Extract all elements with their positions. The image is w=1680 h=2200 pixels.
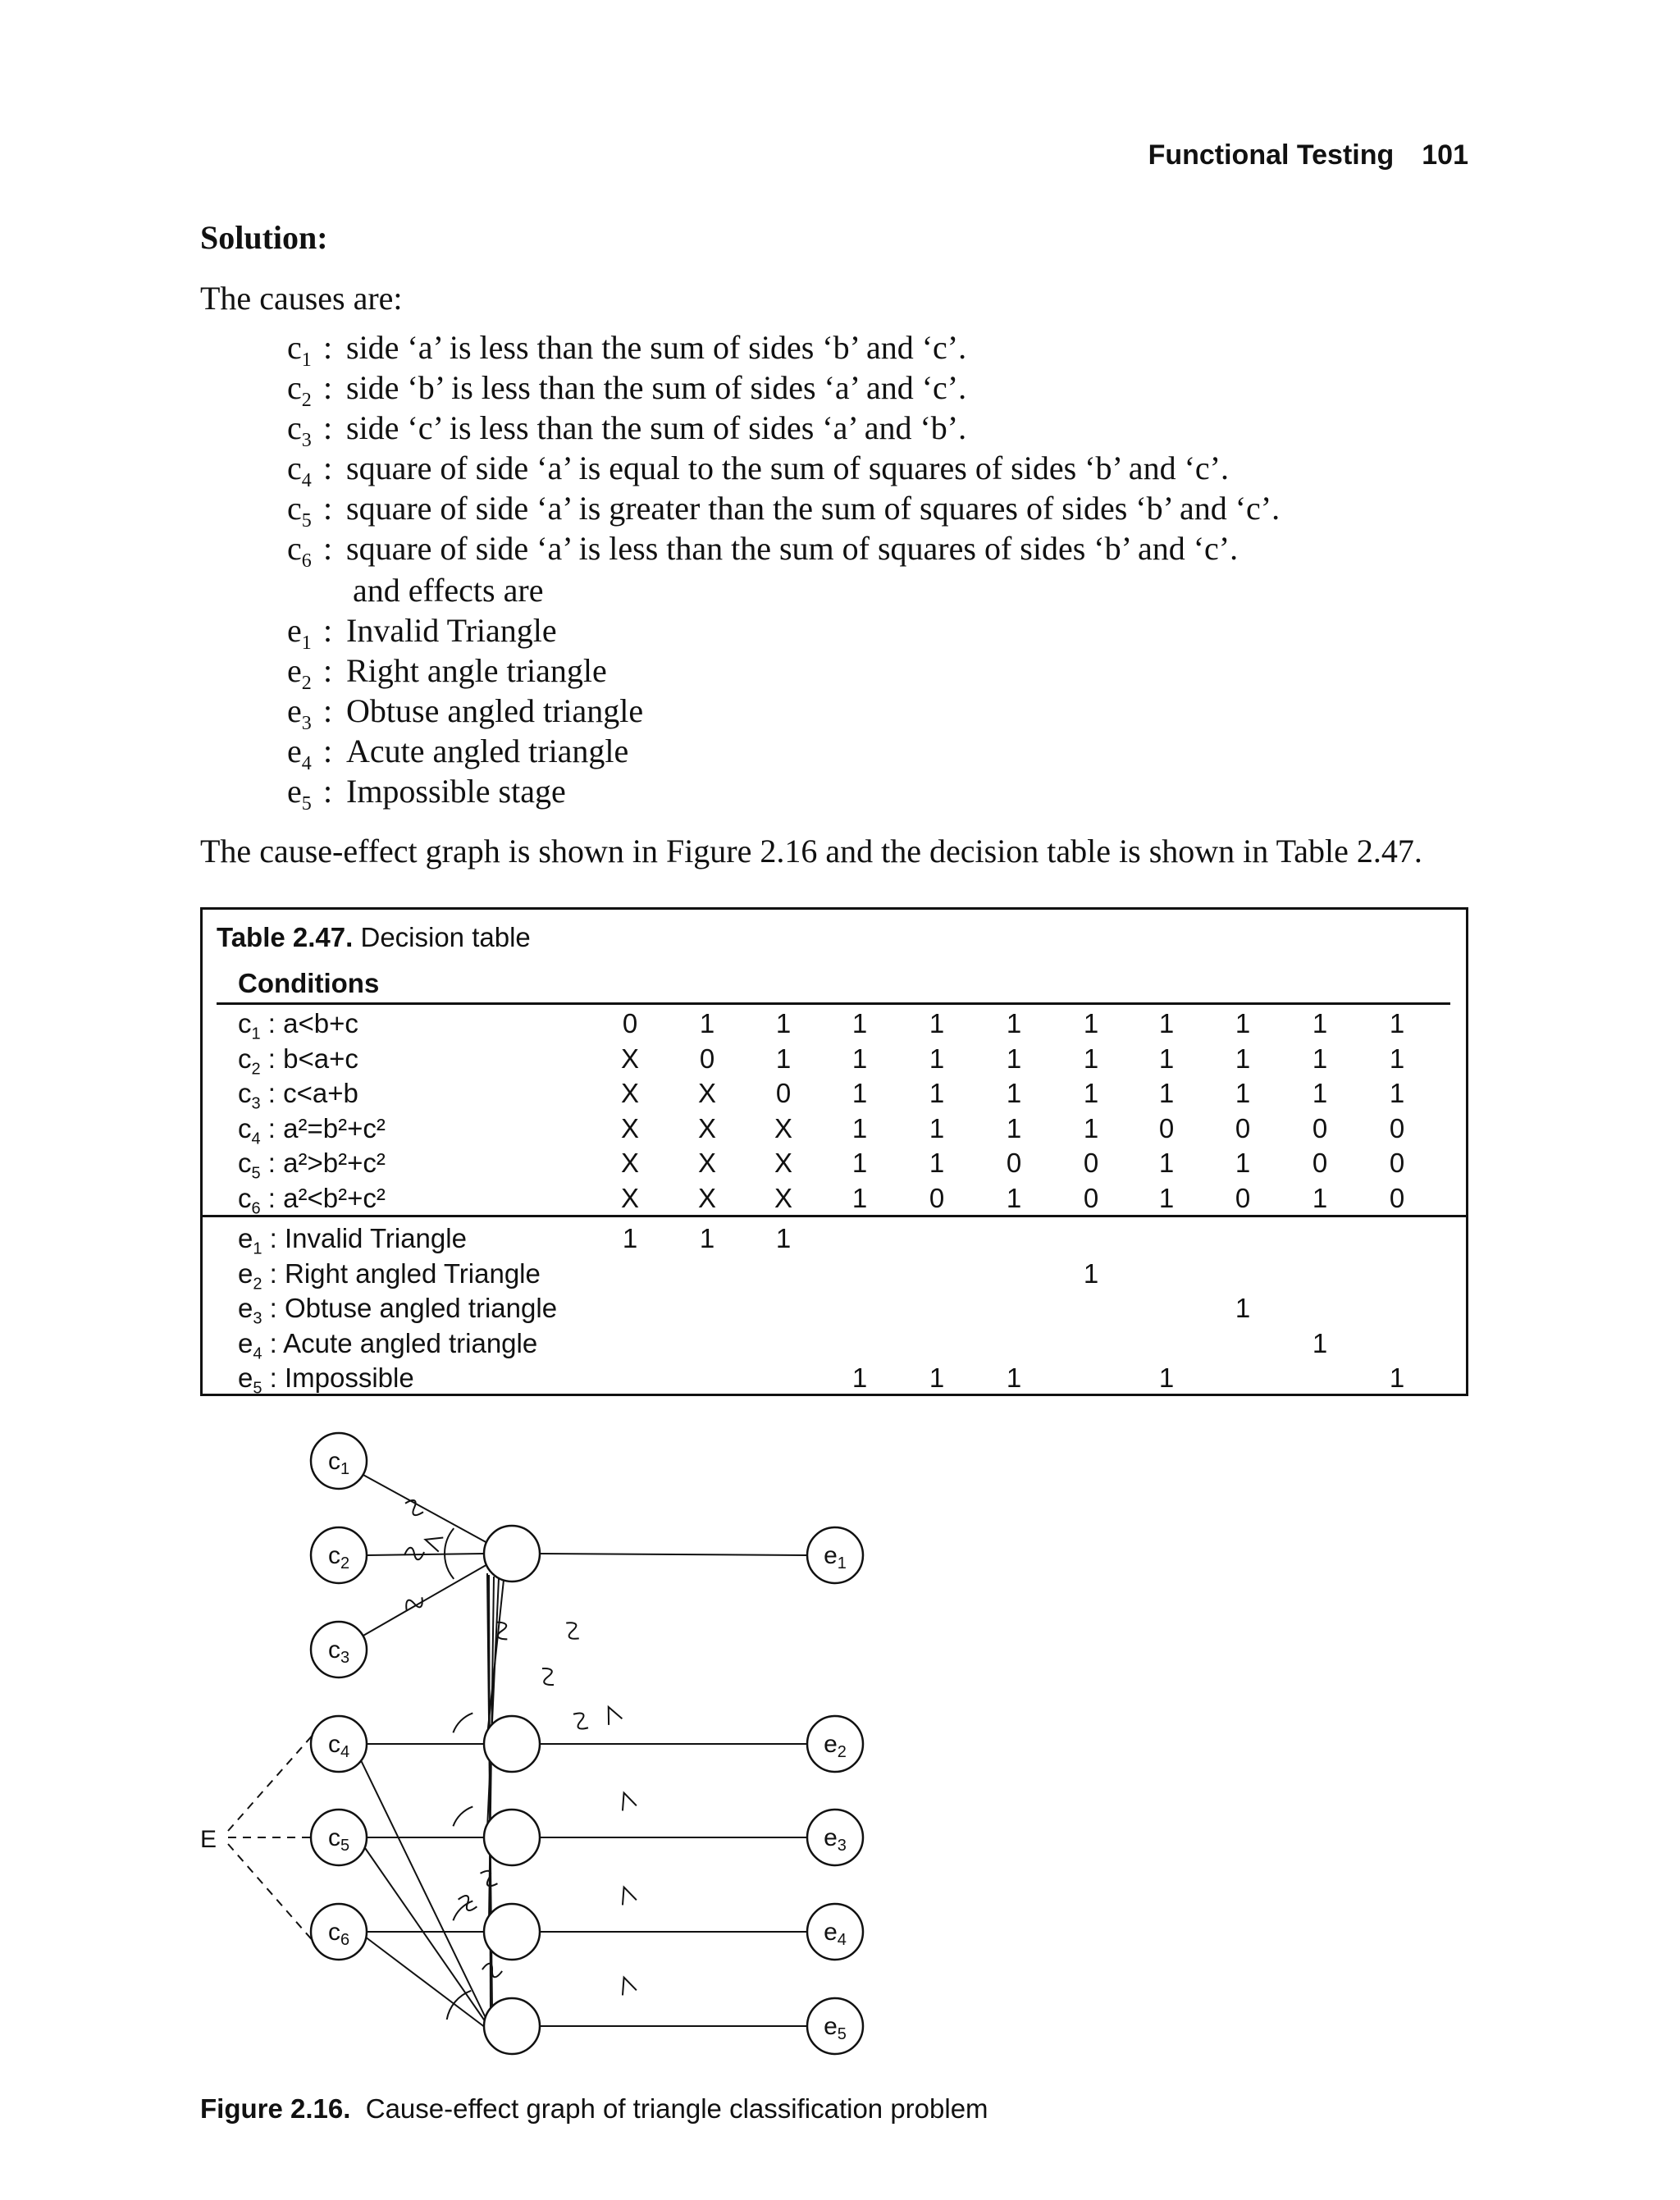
table-cell: X	[774, 1182, 792, 1213]
effect-row-label: $e_5$ : Impossible	[238, 1362, 414, 1398]
cause-item: $c_2$ : side ‘b’ is less than the sum of sides ‘a’ and ‘c’.	[287, 369, 967, 411]
cause-node-label: $c_5$	[327, 1824, 350, 1855]
table-cell: X	[620, 1078, 639, 1108]
edge-c1-i1	[362, 1474, 489, 1544]
not-icon	[477, 1868, 500, 1890]
table-cell: 1	[1006, 1362, 1022, 1393]
edge-c2-i1	[367, 1554, 484, 1555]
cause-node-label: $c_2$	[327, 1542, 350, 1572]
table-cell: X	[620, 1182, 639, 1213]
solution-heading: Solution:	[200, 219, 328, 256]
not-icon	[538, 1665, 558, 1688]
table-cell: 1	[1389, 1008, 1405, 1038]
cause-item: $c_3$ : side ‘c’ is less than the sum of sides ‘a’ and ‘b’.	[287, 409, 967, 451]
effect-item: $e_2$ : Right angle triangle	[287, 652, 607, 694]
effect-item: $e_3$ : Obtuse angled triangle	[287, 692, 644, 734]
table-cell: 1	[1158, 1182, 1175, 1213]
edge-c3-i1	[362, 1563, 489, 1636]
table-cell: X	[774, 1148, 792, 1178]
cause-text: square of side ‘a’ is greater than the sum of squares of sides ‘b’ and ‘c’.	[346, 490, 1281, 527]
intermediate-node	[484, 1998, 540, 2054]
table-cell: 0	[1389, 1112, 1405, 1143]
table-cell: 0	[775, 1078, 792, 1108]
table-cell: 1	[929, 1112, 945, 1143]
table-cell: X	[774, 1112, 792, 1143]
table-cell: 1	[1158, 1148, 1175, 1178]
table-cell: 1	[929, 1008, 945, 1038]
table-cell: 0	[1312, 1112, 1328, 1143]
table-cell: 1	[1006, 1182, 1022, 1213]
table-cell: 0	[929, 1182, 945, 1213]
table-cell: 1	[1158, 1043, 1175, 1074]
table-cell: 1	[1158, 1078, 1175, 1108]
table-cell: 1	[1158, 1362, 1175, 1393]
table-cell: 1	[851, 1008, 868, 1038]
effects-intro: and effects are	[353, 572, 544, 609]
table-cell: 1	[699, 1223, 715, 1253]
table-cell: 1	[1235, 1043, 1251, 1074]
table-cell: 1	[929, 1148, 945, 1178]
effect-row-label: $e_3$ : Obtuse angled triangle	[238, 1293, 558, 1328]
table-cell: X	[697, 1112, 716, 1143]
cause-node-label: $c_3$	[327, 1636, 350, 1667]
table-cell: X	[620, 1112, 639, 1143]
cause-text: side ‘a’ is less than the sum of sides ‘b’ and ‘c’.	[346, 329, 967, 366]
table-cell: 1	[1006, 1112, 1022, 1143]
table-cell: 1	[699, 1008, 715, 1038]
not-icon	[482, 1962, 504, 1979]
cause-item: $c_6$ : square of side ‘a’ is less than the sum of squares of sides ‘b’ and ‘c’.	[287, 530, 1239, 572]
table-cell: X	[697, 1148, 716, 1178]
table-cell: 1	[1006, 1008, 1022, 1038]
constraint-edge-c6	[228, 1844, 321, 1950]
constraint-edge-c4	[228, 1726, 321, 1831]
condition-row-label: $c_1$ : a<b+c	[238, 1008, 358, 1043]
table-cell: 0	[1158, 1112, 1175, 1143]
table-cell: 1	[851, 1148, 868, 1178]
table-cell: 1	[1235, 1078, 1251, 1108]
cause-text: side ‘c’ is less than the sum of sides ‘a’ and ‘b’.	[346, 409, 967, 446]
condition-row-label: $c_4$ : a²=b²+c²	[238, 1112, 386, 1148]
table-cell: 1	[1235, 1008, 1251, 1038]
running-title: Functional Testing	[1148, 139, 1395, 171]
table-cell: 1	[929, 1043, 945, 1074]
figure-caption: Figure 2.16. Cause-effect graph of triangle classification problem	[200, 2093, 988, 2124]
effect-node-label: $e_3$	[824, 1824, 847, 1855]
table-cell: 1	[1312, 1043, 1328, 1074]
intermediate-node	[484, 1904, 540, 1960]
table-cell: 0	[1083, 1148, 1099, 1178]
cause-item: $c_1$ : side ‘a’ is less than the sum of sides ‘b’ and ‘c’.	[287, 329, 967, 371]
cause-text: square of side ‘a’ is less than the sum of squares of sides ‘b’ and ‘c’.	[346, 530, 1239, 567]
table-cell: 1	[1235, 1293, 1251, 1323]
causes-intro: The causes are:	[200, 280, 403, 317]
table-cell: 1	[1083, 1043, 1099, 1074]
table-cell: 1	[851, 1182, 868, 1213]
and-icon	[617, 1791, 637, 1811]
intermediate-node	[484, 1716, 540, 1772]
effect-item: $e_5$ : Impossible stage	[287, 773, 566, 815]
reference-sentence: The cause-effect graph is shown in Figure 2.16 and the decision table is shown in Table 2.47.	[200, 833, 1422, 870]
condition-row-label: $c_2$ : b<a+c	[238, 1043, 358, 1079]
conditions-heading: Conditions	[238, 968, 380, 998]
effect-row-label: $e_4$ : Acute angled triangle	[238, 1327, 538, 1363]
table-cell: X	[620, 1148, 639, 1178]
table-cell: 1	[1312, 1008, 1328, 1038]
effect-node-label: $e_1$	[824, 1542, 847, 1572]
condition-row-label: $c_3$ : c<a+b	[238, 1078, 358, 1113]
table-cell: 0	[1235, 1182, 1251, 1213]
table-cell: X	[620, 1043, 639, 1074]
condition-row-label: $c_5$ : a²>b²+c²	[238, 1148, 386, 1183]
table-cell: 1	[1389, 1078, 1405, 1108]
table-cell: X	[697, 1182, 716, 1213]
cause-item: $c_5$ : square of side ‘a’ is greater than the sum of squares of sides ‘b’ and ‘c’.	[287, 490, 1281, 532]
condition-row-label: $c_6$ : a²<b²+c²	[238, 1182, 386, 1218]
table-cell: 1	[1083, 1008, 1099, 1038]
cause-node-label: $c_6$	[327, 1919, 350, 1949]
effect-text: Obtuse angled triangle	[346, 692, 644, 729]
table-cell: 1	[1389, 1043, 1405, 1074]
effect-row-label: $e_1$ : Invalid Triangle	[238, 1223, 467, 1258]
table-cell: 1	[1312, 1078, 1328, 1108]
table-cell: 1	[775, 1008, 792, 1038]
table-cell: 0	[1235, 1112, 1251, 1143]
and-arc	[453, 1806, 472, 1826]
table-title: Table 2.47. Decision table	[217, 922, 531, 952]
table-cell: 1	[1083, 1257, 1099, 1289]
edge-i1-e1	[540, 1554, 807, 1555]
effect-node-label: $e_5$	[824, 2013, 847, 2043]
table-cell: 0	[1389, 1148, 1405, 1178]
table-cell: 1	[1312, 1327, 1328, 1358]
table-cell: 1	[929, 1362, 945, 1393]
table-cell: 0	[1006, 1148, 1022, 1178]
table-cell: 1	[1158, 1008, 1175, 1038]
table-cell: 1	[851, 1112, 868, 1143]
table-cell: 1	[1006, 1043, 1022, 1074]
table-cell: 1	[851, 1043, 868, 1074]
page-number: 101	[1422, 139, 1468, 171]
table-cell: 1	[851, 1362, 868, 1393]
table-cell: 0	[1083, 1182, 1099, 1213]
effect-text: Right angle triangle	[346, 652, 607, 689]
table-cell: 1	[1083, 1112, 1099, 1143]
table-cell: 1	[1312, 1182, 1328, 1213]
cause-text: square of side ‘a’ is equal to the sum of squares of sides ‘b’ and ‘c’.	[346, 450, 1229, 486]
table-cell: 1	[1006, 1078, 1022, 1108]
and-icon	[602, 1704, 623, 1725]
effect-item: $e_1$ : Invalid Triangle	[287, 612, 557, 654]
cause-item: $c_4$ : square of side ‘a’ is equal to the sum of squares of sides ‘b’ and ‘c’.	[287, 450, 1229, 491]
cause-node-label: $c_4$	[327, 1731, 350, 1761]
not-icon	[404, 1548, 424, 1560]
table-cell: 0	[1389, 1182, 1405, 1213]
table-cell: 1	[929, 1078, 945, 1108]
table-cell: 0	[699, 1043, 715, 1074]
not-icon	[570, 1709, 591, 1732]
effect-item: $e_4$ : Acute angled triangle	[287, 733, 629, 774]
effect-text: Acute angled triangle	[346, 733, 629, 769]
constraint-label: E	[200, 1826, 217, 1853]
not-icon	[563, 1619, 583, 1642]
effect-node-label: $e_2$	[824, 1731, 847, 1761]
and-arc	[453, 1713, 472, 1732]
and-icon	[617, 1885, 637, 1906]
table-cell: 1	[851, 1078, 868, 1108]
effect-text: Invalid Triangle	[346, 612, 557, 649]
effect-node-label: $e_4$	[824, 1919, 847, 1949]
table-cell: 0	[1312, 1148, 1328, 1178]
table-cell: 1	[1083, 1078, 1099, 1108]
and-icon	[617, 1975, 637, 1996]
effect-text: Impossible stage	[346, 773, 566, 810]
edge-c5-i5	[363, 1846, 487, 2024]
table-cell: 1	[1389, 1362, 1405, 1393]
table-cell: 1	[775, 1043, 792, 1074]
intermediate-node	[484, 1810, 540, 1865]
cause-text: side ‘b’ is less than the sum of sides ‘a’ and ‘c’.	[346, 369, 967, 406]
effect-row-label: $e_2$ : Right angled Triangle	[238, 1257, 541, 1294]
cause-node-label: $c_1$	[327, 1448, 350, 1478]
table-cell: 1	[1235, 1148, 1251, 1178]
table-cell: 1	[622, 1223, 638, 1253]
and-icon	[423, 1532, 444, 1551]
table-cell: 0	[622, 1008, 638, 1038]
table-cell: 1	[775, 1223, 792, 1253]
intermediate-node	[484, 1526, 540, 1582]
table-cell: X	[697, 1078, 716, 1108]
